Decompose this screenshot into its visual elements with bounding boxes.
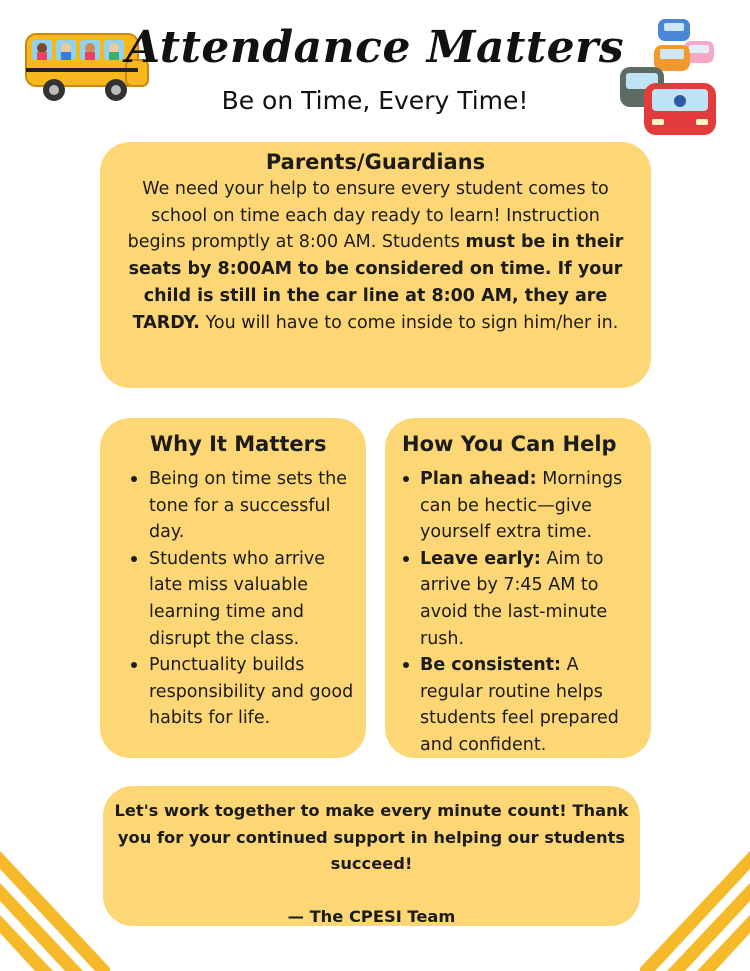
bullet-icon (403, 556, 409, 562)
stripe-decoration-right (640, 841, 750, 971)
help-heading: How You Can Help (402, 432, 617, 456)
parents-text-2: You will have to come inside to sign him/her in. (205, 312, 619, 333)
bullet-icon (131, 556, 137, 562)
parents-guardians-box (100, 142, 651, 388)
list-item: Plan ahead: Mornings can be hectic—give yourself extra time. (402, 466, 651, 546)
signature: — The CPESI Team (287, 906, 456, 926)
bullet-icon (403, 476, 409, 482)
parents-text-1: We need your help to ensure every student comes to school on time each day ready to learn! Instruction begins promptly at 8:00 AM. Students (127, 179, 609, 253)
closing-message: Let's work together to make every minute count! Thank you for your continued support in helping our students succeed! (114, 801, 629, 873)
bullet-icon (131, 476, 137, 482)
list-item: Being on time sets the tone for a successful day. (116, 466, 366, 546)
list-item: Students who arrive late miss valuable learning time and disrupt the class. (116, 546, 366, 652)
why-heading: Why It Matters (150, 432, 327, 456)
page-title: Attendance Matters (125, 22, 625, 73)
help-list (402, 466, 651, 759)
parents-heading: Parents/Guardians (265, 150, 486, 174)
bullet-icon (403, 662, 409, 668)
why-it-matters-box (100, 418, 366, 758)
bullet-icon (131, 662, 137, 668)
why-list (116, 466, 366, 732)
closing-box (103, 786, 640, 926)
list-item: Leave early: Aim to arrive by 7:45 AM to avoid the last-minute rush. (402, 546, 651, 652)
parents-text-bold: must be in their seats by 8:00AM to be considered on time. If your child is still in the car line at 8:00 AM, they are TARDY. (128, 232, 624, 333)
list-item: Be consistent: A regular routine helps students feel prepared and confident. (402, 652, 651, 758)
parents-message (120, 176, 631, 336)
how-you-can-help-box (385, 418, 651, 758)
list-item: Punctuality builds responsibility and good habits for life. (116, 652, 366, 732)
page-subtitle: Be on Time, Every Time! (221, 86, 529, 115)
stripe-decoration-left (0, 841, 110, 971)
